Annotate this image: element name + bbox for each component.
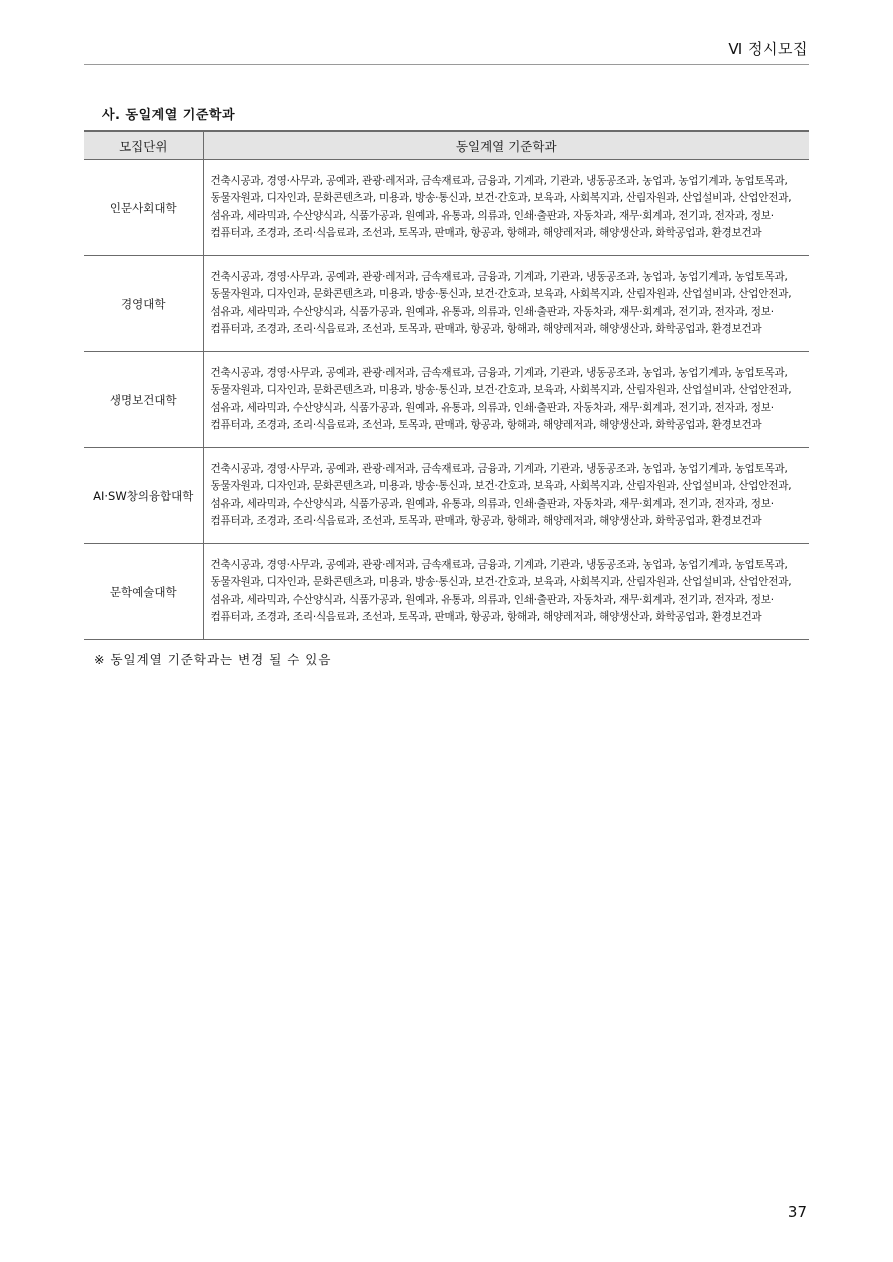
column-header-departments: 동일계열 기준학과 (203, 131, 809, 160)
page-number: 37 (787, 1203, 807, 1221)
equivalent-departments-table (84, 130, 809, 640)
table-row (84, 544, 809, 640)
departments-cell: 건축시공과, 경영·사무과, 공예과, 관광·레저과, 금속재료과, 금융과, 기계과, 기관과, 냉동공조과, 농업과, 농업기계과, 농업토목과, 동물자원과, 디자인과, 문화콘텐츠과, 미용과, 방송·통신과, 보건·간호과, 보육과, 사회복지과, 산림자원과, 산업설비과, 산업안전과, 섬유과, 세라믹과, 수산양식과, 식품가공과, 원예과, 유통과, 의류과, 인쇄·출판과, 자동차과, 재무·회계과, 전기과, 전자과, 정보·컴퓨터과, 조경과, 조리·식음료과, 조선과, 토목과, 판매과, 항공과, 항해과, 해양레저과, 해양생산과, 화학공업과, 환경보건과 (203, 448, 809, 544)
recruitment-unit-cell: 생명보건대학 (84, 352, 203, 448)
footnote: ※ 동일계열 기준학과는 변경 될 수 있음 (94, 652, 332, 667)
table-row (84, 352, 809, 448)
departments-cell: 건축시공과, 경영·사무과, 공예과, 관광·레저과, 금속재료과, 금융과, 기계과, 기관과, 냉동공조과, 농업과, 농업기계과, 농업토목과, 동물자원과, 디자인과, 문화콘텐츠과, 미용과, 방송·통신과, 보건·간호과, 보육과, 사회복지과, 산림자원과, 산업설비과, 산업안전과, 섬유과, 세라믹과, 수산양식과, 식품가공과, 원예과, 유통과, 의류과, 인쇄·출판과, 자동차과, 재무·회계과, 전기과, 전자과, 정보·컴퓨터과, 조경과, 조리·식음료과, 조선과, 토목과, 판매과, 항공과, 항해과, 해양레저과, 해양생산과, 화학공업과, 환경보건과 (210, 558, 792, 623)
table-row (84, 160, 809, 256)
table-row (84, 448, 809, 544)
recruitment-unit-cell: 경영대학 (84, 256, 203, 352)
recruitment-unit-cell: 문학예술대학 (84, 544, 203, 640)
column-header-unit: 모집단위 (84, 131, 203, 160)
section-title: 사. 동일계열 기준학과 (102, 108, 236, 123)
table-header-row (84, 131, 809, 160)
table-row (84, 256, 809, 352)
recruitment-unit-cell: 인문사회대학 (84, 160, 203, 256)
header-divider (84, 64, 809, 65)
running-header: Ⅵ 정시모집 (728, 40, 808, 58)
departments-cell: 건축시공과, 경영·사무과, 공예과, 관광·레저과, 금속재료과, 금융과, 기계과, 기관과, 냉동공조과, 농업과, 농업기계과, 농업토목과, 동물자원과, 디자인과, 문화콘텐츠과, 미용과, 방송·통신과, 보건·간호과, 보육과, 사회복지과, 산림자원과, 산업설비과, 산업안전과, 섬유과, 세라믹과, 수산양식과, 식품가공과, 원예과, 유통과, 의류과, 인쇄·출판과, 자동차과, 재무·회계과, 전기과, 전자과, 정보·컴퓨터과, 조경과, 조리·식음료과, 조선과, 토목과, 판매과, 항공과, 항해과, 해양레저과, 해양생산과, 화학공업과, 환경보건과 (203, 352, 809, 448)
recruitment-unit-cell: AI·SW창의융합대학 (84, 448, 203, 544)
departments-cell: 건축시공과, 경영·사무과, 공예과, 관광·레저과, 금속재료과, 금융과, 기계과, 기관과, 냉동공조과, 농업과, 농업기계과, 농업토목과, 동물자원과, 디자인과, 문화콘텐츠과, 미용과, 방송·통신과, 보건·간호과, 보육과, 사회복지과, 산림자원과, 산업설비과, 산업안전과, 섬유과, 세라믹과, 수산양식과, 식품가공과, 원예과, 유통과, 의류과, 인쇄·출판과, 자동차과, 재무·회계과, 전기과, 전자과, 정보·컴퓨터과, 조경과, 조리·식음료과, 조선과, 토목과, 판매과, 항공과, 항해과, 해양레저과, 해양생산과, 화학공업과, 환경보건과 (203, 160, 809, 256)
departments-cell: 건축시공과, 경영·사무과, 공예과, 관광·레저과, 금속재료과, 금융과, 기계과, 기관과, 냉동공조과, 농업과, 농업기계과, 농업토목과, 동물자원과, 디자인과, 문화콘텐츠과, 미용과, 방송·통신과, 보건·간호과, 보육과, 사회복지과, 산림자원과, 산업설비과, 산업안전과, 섬유과, 세라믹과, 수산양식과, 식품가공과, 원예과, 유통과, 의류과, 인쇄·출판과, 자동차과, 재무·회계과, 전기과, 전자과, 정보·컴퓨터과, 조경과, 조리·식음료과, 조선과, 토목과, 판매과, 항공과, 항해과, 해양레저과, 해양생산과, 화학공업과, 환경보건과 (203, 256, 809, 352)
